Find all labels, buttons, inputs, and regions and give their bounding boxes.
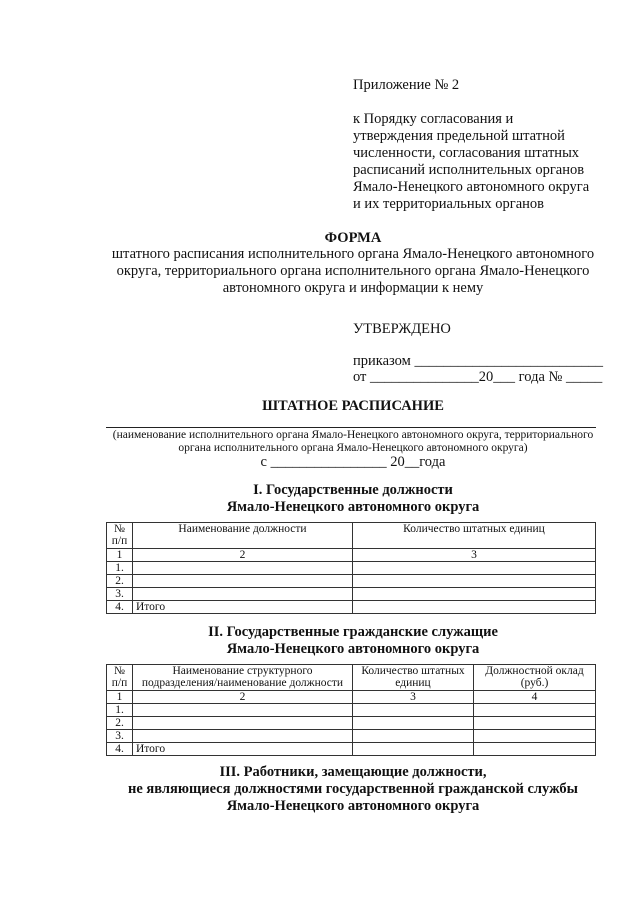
form-subtitle (80, 246, 626, 297)
column-number: 2 (133, 549, 353, 562)
appendix-line: к Порядку согласования и (353, 111, 514, 127)
header-cell: Наименование должности (133, 523, 353, 549)
title-line: Ямало-Ненецкого автономного округа (226, 641, 480, 657)
org-name-line (106, 427, 596, 428)
org-name-caption (80, 429, 626, 455)
column-number: 1 (107, 691, 133, 704)
row-number: 3. (107, 588, 133, 601)
approved-date: от _______________20___ года № _____ (353, 369, 603, 385)
row-number: 4. (107, 743, 133, 756)
header-cell: Должностной оклад (руб.) (474, 665, 596, 691)
appendix-line: расписаний исполнительных органов (353, 162, 585, 178)
appendix-line: численности, согласования штатных (353, 145, 580, 161)
table-row (107, 704, 596, 717)
row-number: 2. (107, 717, 133, 730)
cell (474, 730, 596, 743)
title-line: Ямало-Ненецкого автономного округа (226, 798, 480, 814)
form-line: штатного расписания исполнительного органа Ямало-Ненецкого автономного (111, 246, 595, 262)
cell (353, 704, 474, 717)
schedule-title: ШТАТНОЕ РАСПИСАНИЕ (262, 398, 444, 414)
schedule-from: с ________________ 20__года (260, 454, 446, 470)
cell (353, 743, 474, 756)
table-row (107, 743, 596, 756)
approved-title: УТВЕРЖДЕНО (353, 321, 451, 337)
table-row (107, 575, 596, 588)
title-line: Ямало-Ненецкого автономного округа (226, 499, 480, 515)
cell (353, 601, 596, 614)
appendix-title: Приложение № 2 (353, 77, 460, 93)
caption-line: органа исполнительного органа Ямало-Ненецкого автономного округа) (178, 442, 528, 454)
cell (133, 562, 353, 575)
cell (133, 704, 353, 717)
cell (133, 588, 353, 601)
header-cell: № п/п (107, 665, 133, 691)
title-line: не являющиеся должностями государственной гражданской службы (128, 781, 578, 797)
column-number: 3 (353, 549, 596, 562)
header-cell: Количество штатных единиц (353, 523, 596, 549)
caption-line: (наименование исполнительного органа Ямало-Ненецкого автономного округа, территориального (112, 429, 594, 441)
form-title: ФОРМА (324, 230, 382, 246)
appendix-line: и их территориальных органов (353, 196, 544, 212)
row-number: 3. (107, 730, 133, 743)
cell (353, 588, 596, 601)
appendix-text (353, 111, 589, 213)
column-number: 2 (133, 691, 353, 704)
table-row (107, 562, 596, 575)
section1-table (106, 522, 596, 614)
title-line: I. Государственные должности (253, 482, 453, 498)
header-cell: № п/п (107, 523, 133, 549)
cell (353, 730, 474, 743)
title-line: III. Работники, замещающие должности, (219, 764, 487, 780)
cell (474, 717, 596, 730)
column-number: 4 (474, 691, 596, 704)
cell: Итого (133, 743, 353, 756)
section2-title (0, 624, 640, 658)
appendix-line: утверждения предельной штатной (353, 128, 565, 144)
section1-title (0, 482, 640, 516)
table-row (107, 601, 596, 614)
form-line: автономного округа и информации к нему (222, 280, 484, 296)
row-number: 1. (107, 704, 133, 717)
row-number: 2. (107, 575, 133, 588)
table-row (107, 730, 596, 743)
column-number: 1 (107, 549, 133, 562)
cell (474, 743, 596, 756)
header-cell: Наименование структурного подразделения/наименование должности (133, 665, 353, 691)
table-row (107, 717, 596, 730)
row-number: 4. (107, 601, 133, 614)
approved-order: приказом __________________________ (353, 353, 603, 369)
cell (474, 704, 596, 717)
cell (353, 562, 596, 575)
cell (353, 717, 474, 730)
section3-title (0, 764, 640, 815)
table-row (107, 588, 596, 601)
section2-table (106, 664, 596, 756)
cell (133, 730, 353, 743)
form-line: округа, территориального органа исполнительного органа Ямало-Ненецкого (116, 263, 590, 279)
cell (133, 575, 353, 588)
row-number: 1. (107, 562, 133, 575)
column-number: 3 (353, 691, 474, 704)
cell (133, 717, 353, 730)
header-cell: Количество штатных единиц (353, 665, 474, 691)
appendix-line: Ямало-Ненецкого автономного округа (353, 179, 590, 195)
cell (353, 575, 596, 588)
cell: Итого (133, 601, 353, 614)
title-line: II. Государственные гражданские служащие (208, 624, 498, 640)
